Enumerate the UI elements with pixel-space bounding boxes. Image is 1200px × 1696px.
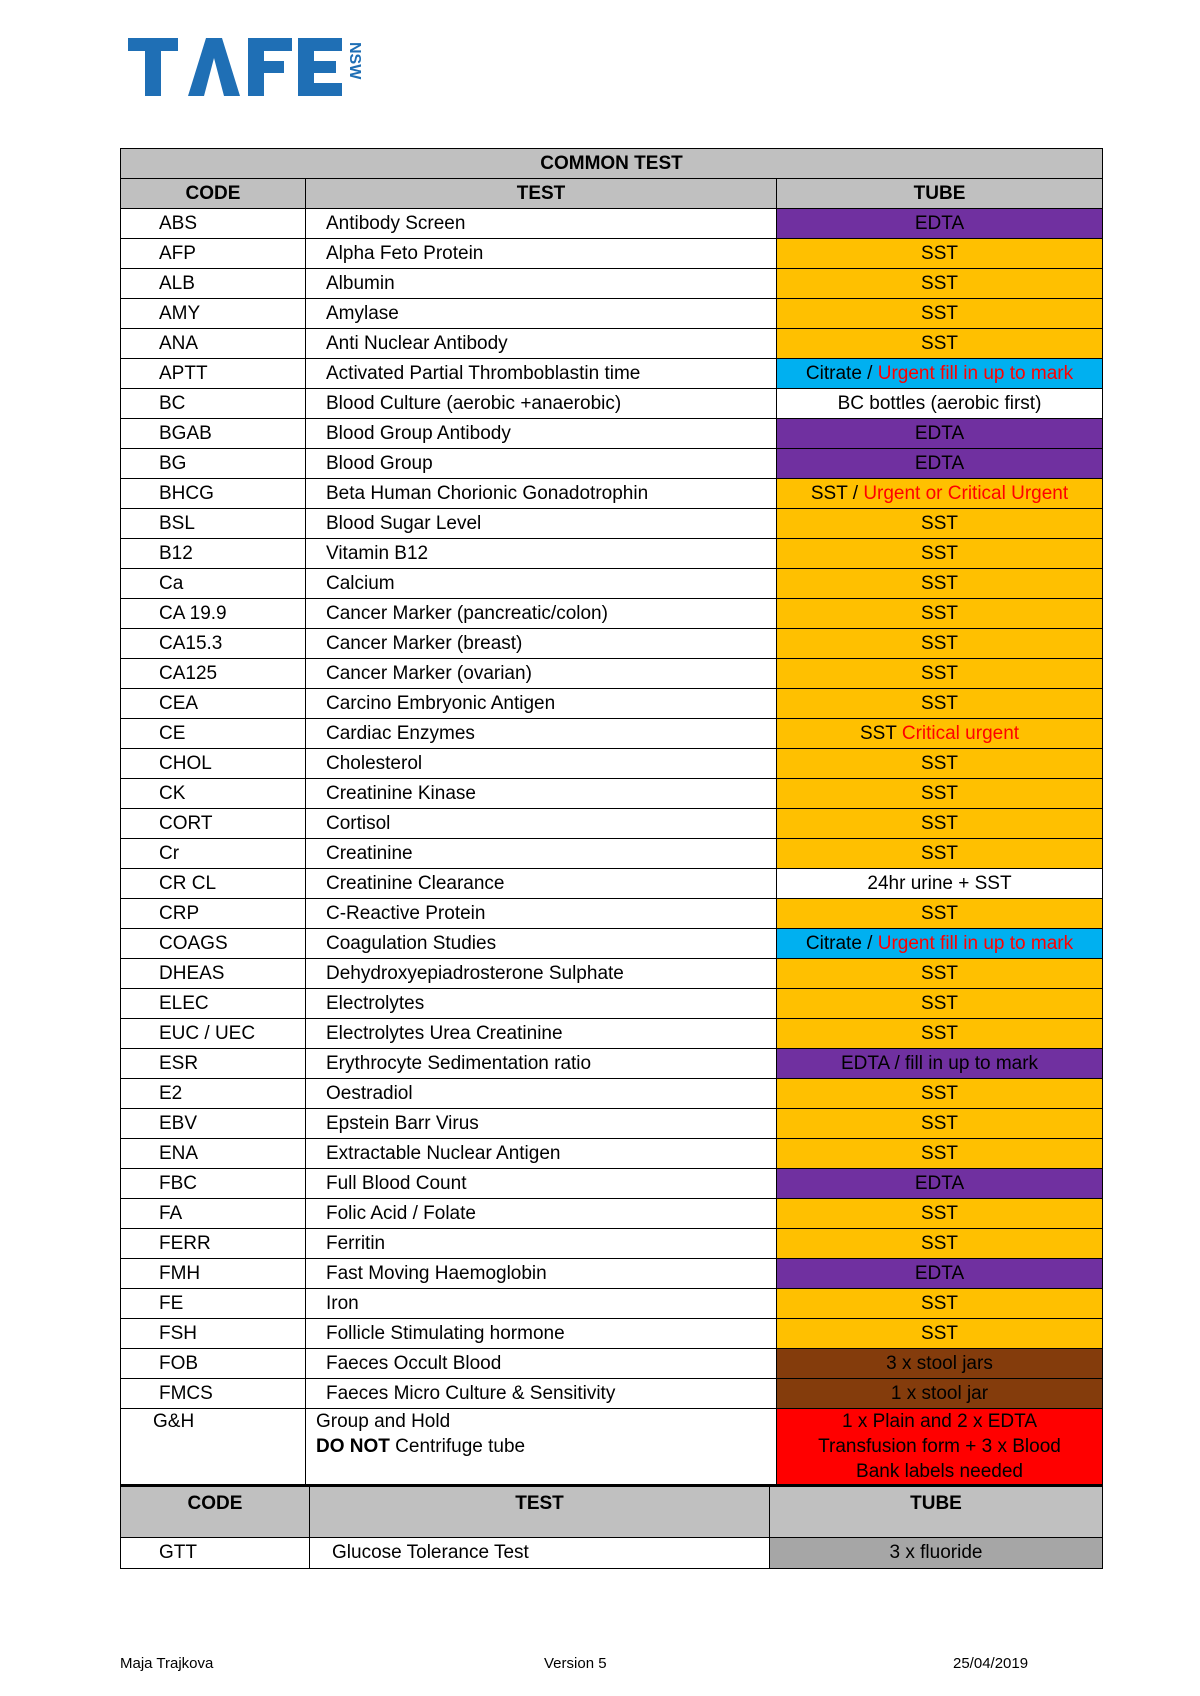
tube-type: SST [921,1202,958,1224]
table-row [121,899,1103,929]
cell-test: Cortisol [306,809,777,839]
cell-test: Cancer Marker (pancreatic/colon) [306,599,777,629]
cell-test: Amylase [306,299,777,329]
tube-type: BC bottles (aerobic first) [837,392,1042,414]
cell-test: C-Reactive Protein [306,899,777,929]
tube-type: SST [921,1292,958,1314]
gh-warning-rest: Centrifuge tube [389,1436,526,1457]
cell-code: BC [121,389,306,419]
tube-type: SST [921,242,958,264]
tube-type: 1 x stool jar [890,1382,989,1404]
gtt-header-test: TEST [310,1486,770,1538]
table-row [121,569,1103,599]
cell-test: Cancer Marker (ovarian) [306,659,777,689]
cell-tube [777,839,1103,869]
cell-test: Alpha Feto Protein [306,239,777,269]
cell-tube [777,389,1103,419]
table-row [121,1079,1103,1109]
cell-test: Epstein Barr Virus [306,1109,777,1139]
cell-tube [777,449,1103,479]
gh-tube-line3: Bank labels needed [856,1461,1023,1482]
cell-test: Extractable Nuclear Antigen [306,1139,777,1169]
cell-code: ANA [121,329,306,359]
cell-test: Creatinine Kinase [306,779,777,809]
tube-type: EDTA [914,452,965,474]
tube-note: Critical urgent [901,722,1020,744]
cell-code: Cr [121,839,306,869]
table-row [121,1019,1103,1049]
table-row [121,719,1103,749]
tube-type: EDTA [914,212,965,234]
tube-type: SST [921,692,958,714]
table-row [121,1259,1103,1289]
cell-test: Oestradiol [306,1079,777,1109]
cell-code: B12 [121,539,306,569]
table-row [121,1109,1103,1139]
cell-code: CHOL [121,749,306,779]
cell-code: Ca [121,569,306,599]
cell-test: Cardiac Enzymes [306,719,777,749]
table-row [121,539,1103,569]
header-test: TEST [306,179,777,209]
cell-tube [777,1409,1103,1488]
gtt-tube: 3 x fluoride [770,1538,1103,1569]
table-row [121,1289,1103,1319]
table-row [121,629,1103,659]
cell-test: Faeces Occult Blood [306,1349,777,1379]
cell-test: Dehydroxyepiadrosterone Sulphate [306,959,777,989]
tube-type: 24hr urine + SST [867,872,1012,894]
cell-test: Blood Sugar Level [306,509,777,539]
cell-code: CA125 [121,659,306,689]
table-row [121,509,1103,539]
cell-tube [777,1379,1103,1409]
cell-test: Folic Acid / Folate [306,1199,777,1229]
table-row [121,329,1103,359]
tafe-logo-graphic [128,34,388,102]
cell-code: ABS [121,209,306,239]
tube-note: Urgent or Critical Urgent [863,482,1069,504]
table-row [121,269,1103,299]
cell-tube [777,419,1103,449]
cell-code: CORT [121,809,306,839]
tube-type: SST / [810,482,864,504]
cell-test: Faeces Micro Culture & Sensitivity [306,1379,777,1409]
table-row [121,1169,1103,1199]
cell-tube [777,359,1103,389]
cell-tube [777,1169,1103,1199]
table-row [121,1139,1103,1169]
cell-test: Electrolytes Urea Creatinine [306,1019,777,1049]
cell-test: Albumin [306,269,777,299]
cell-tube [777,1109,1103,1139]
cell-test: Vitamin B12 [306,539,777,569]
cell-tube [777,989,1103,1019]
table-row [121,1229,1103,1259]
table-row [121,809,1103,839]
cell-tube [777,869,1103,899]
gtt-code: GTT [121,1538,310,1569]
footer-date: 25/04/2019 [953,1655,1029,1672]
table-row [121,689,1103,719]
table-row [121,989,1103,1019]
cell-code: AMY [121,299,306,329]
cell-code: AFP [121,239,306,269]
table-row [121,239,1103,269]
cell-tube [777,1319,1103,1349]
gh-tube-line2: Transfusion form + 3 x Blood [818,1436,1061,1457]
table-row [121,749,1103,779]
cell-tube [777,509,1103,539]
cell-code: CEA [121,689,306,719]
cell-test: Carcino Embryonic Antigen [306,689,777,719]
cell-test: Electrolytes [306,989,777,1019]
table-title-row [121,149,1103,179]
tube-type: 3 x stool jars [886,1352,993,1374]
gh-warning-bold: DO NOT [316,1436,390,1457]
cell-code: FOB [121,1349,306,1379]
table-row [121,659,1103,689]
cell-tube [777,209,1103,239]
table-row [121,1319,1103,1349]
cell-code: ELEC [121,989,306,1019]
cell-tube [777,1019,1103,1049]
tube-type: SST [921,632,958,654]
cell-tube [777,809,1103,839]
cell-test: Coagulation Studies [306,929,777,959]
gtt-header-row [121,1486,1103,1538]
cell-test: Erythrocyte Sedimentation ratio [306,1049,777,1079]
cell-test: Iron [306,1289,777,1319]
cell-tube [777,689,1103,719]
table-row [121,209,1103,239]
cell-code: COAGS [121,929,306,959]
gtt-test: Glucose Tolerance Test [310,1538,770,1569]
table-row [121,1379,1103,1409]
table-row [121,1199,1103,1229]
cell-code: ESR [121,1049,306,1079]
tube-type: SST [921,602,958,624]
cell-test: Ferritin [306,1229,777,1259]
cell-code: FE [121,1289,306,1319]
tube-type: SST [859,722,902,744]
cell-test: Activated Partial Thromboblastin time [306,359,777,389]
tube-type: SST [921,1142,958,1164]
cell-code: FSH [121,1319,306,1349]
cell-code: FMCS [121,1379,306,1409]
tube-type: SST [921,842,958,864]
cell-tube [777,269,1103,299]
cell-tube [777,629,1103,659]
tube-type: SST [921,1232,958,1254]
tube-type: SST [921,962,958,984]
table-row [121,479,1103,509]
table-row [121,389,1103,419]
header-code: CODE [121,179,306,209]
cell-tube [777,479,1103,509]
gh-test-line2 [316,1434,776,1459]
cell-tube [777,1139,1103,1169]
cell-tube [777,539,1103,569]
common-test-table [120,148,1103,1488]
cell-tube [777,959,1103,989]
tube-type: SST [921,662,958,684]
cell-code: ENA [121,1139,306,1169]
tube-type: SST [921,992,958,1014]
gtt-row [121,1538,1103,1569]
table-row [121,839,1103,869]
header-tube: TUBE [777,179,1103,209]
cell-tube [777,719,1103,749]
cell-test: Cholesterol [306,749,777,779]
footer-version: Version 5 [544,1655,607,1672]
table-row [121,1049,1103,1079]
cell-test: Anti Nuclear Antibody [306,329,777,359]
tube-type: SST [921,572,958,594]
cell-test: Calcium [306,569,777,599]
cell-tube [777,899,1103,929]
cell-code: G&H [121,1409,306,1488]
tube-type: Citrate / [805,362,878,384]
cell-test: Cancer Marker (breast) [306,629,777,659]
cell-test: Antibody Screen [306,209,777,239]
tube-note: Urgent fill in up to mark [877,362,1074,384]
cell-test: Fast Moving Haemoglobin [306,1259,777,1289]
tube-type: SST [921,782,958,804]
cell-code: APTT [121,359,306,389]
table-row [121,929,1103,959]
cell-tube [777,1049,1103,1079]
cell-test: Creatinine Clearance [306,869,777,899]
tube-type: EDTA [914,1262,965,1284]
cell-code: DHEAS [121,959,306,989]
tube-type: EDTA [914,422,965,444]
cell-code: FERR [121,1229,306,1259]
cell-tube [777,1259,1103,1289]
tube-type: SST [921,272,958,294]
cell-test: Blood Culture (aerobic +anaerobic) [306,389,777,419]
gtt-header-tube: TUBE [770,1486,1103,1538]
cell-code: E2 [121,1079,306,1109]
cell-code: CA 19.9 [121,599,306,629]
cell-tube [777,1199,1103,1229]
cell-test [306,1409,777,1488]
tube-type: SST [921,1082,958,1104]
tube-type: SST [921,1322,958,1344]
cell-code: CE [121,719,306,749]
cell-test: Full Blood Count [306,1169,777,1199]
cell-tube [777,299,1103,329]
cell-tube [777,929,1103,959]
table-row [121,299,1103,329]
cell-code: BG [121,449,306,479]
gh-test-line1: Group and Hold [316,1411,451,1432]
cell-tube [777,1079,1103,1109]
cell-tube [777,1349,1103,1379]
cell-test: Creatinine [306,839,777,869]
tube-note: Urgent fill in up to mark [877,932,1074,954]
cell-tube [777,1289,1103,1319]
tafe-nsw-logo [128,34,388,102]
tube-type: SST [921,302,958,324]
cell-code: CR CL [121,869,306,899]
cell-code: FMH [121,1259,306,1289]
gtt-header-code: CODE [121,1486,310,1538]
cell-test: Follicle Stimulating hormone [306,1319,777,1349]
tube-type: EDTA / fill in up to mark [840,1052,1039,1074]
logo-nsw-text: NSW [346,42,363,80]
table-row-group-and-hold [121,1409,1103,1488]
cell-code: FBC [121,1169,306,1199]
cell-code: CA15.3 [121,629,306,659]
tube-type: SST [921,1022,958,1044]
table-header-row [121,179,1103,209]
table-row [121,599,1103,629]
tube-type: EDTA [914,1172,965,1194]
footer-author: Maja Trajkova [120,1655,214,1672]
cell-tube [777,329,1103,359]
table-row [121,1349,1103,1379]
cell-code: FA [121,1199,306,1229]
cell-code: BHCG [121,479,306,509]
cell-code: CRP [121,899,306,929]
cell-tube [777,779,1103,809]
cell-tube [777,239,1103,269]
tube-type: SST [921,1112,958,1134]
cell-code: BSL [121,509,306,539]
table-row [121,449,1103,479]
tube-type: SST [921,542,958,564]
tube-type: Citrate / [805,932,878,954]
gtt-table [120,1484,1103,1569]
cell-tube [777,569,1103,599]
cell-tube [777,659,1103,689]
cell-tube [777,749,1103,779]
tube-type: SST [921,332,958,354]
cell-test: Blood Group [306,449,777,479]
table-row [121,869,1103,899]
cell-code: ALB [121,269,306,299]
tube-type: SST [921,752,958,774]
table-row [121,359,1103,389]
tube-type: SST [921,812,958,834]
table-row [121,779,1103,809]
cell-code: EBV [121,1109,306,1139]
gh-tube-line1: 1 x Plain and 2 x EDTA [841,1411,1038,1432]
cell-test: Beta Human Chorionic Gonadotrophin [306,479,777,509]
cell-code: CK [121,779,306,809]
table-title: COMMON TEST [121,149,1103,179]
cell-code: EUC / UEC [121,1019,306,1049]
cell-test: Blood Group Antibody [306,419,777,449]
cell-tube [777,1229,1103,1259]
cell-tube [777,599,1103,629]
table-row [121,419,1103,449]
tube-type: SST [921,902,958,924]
table-row [121,959,1103,989]
tube-type: SST [921,512,958,534]
cell-code: BGAB [121,419,306,449]
